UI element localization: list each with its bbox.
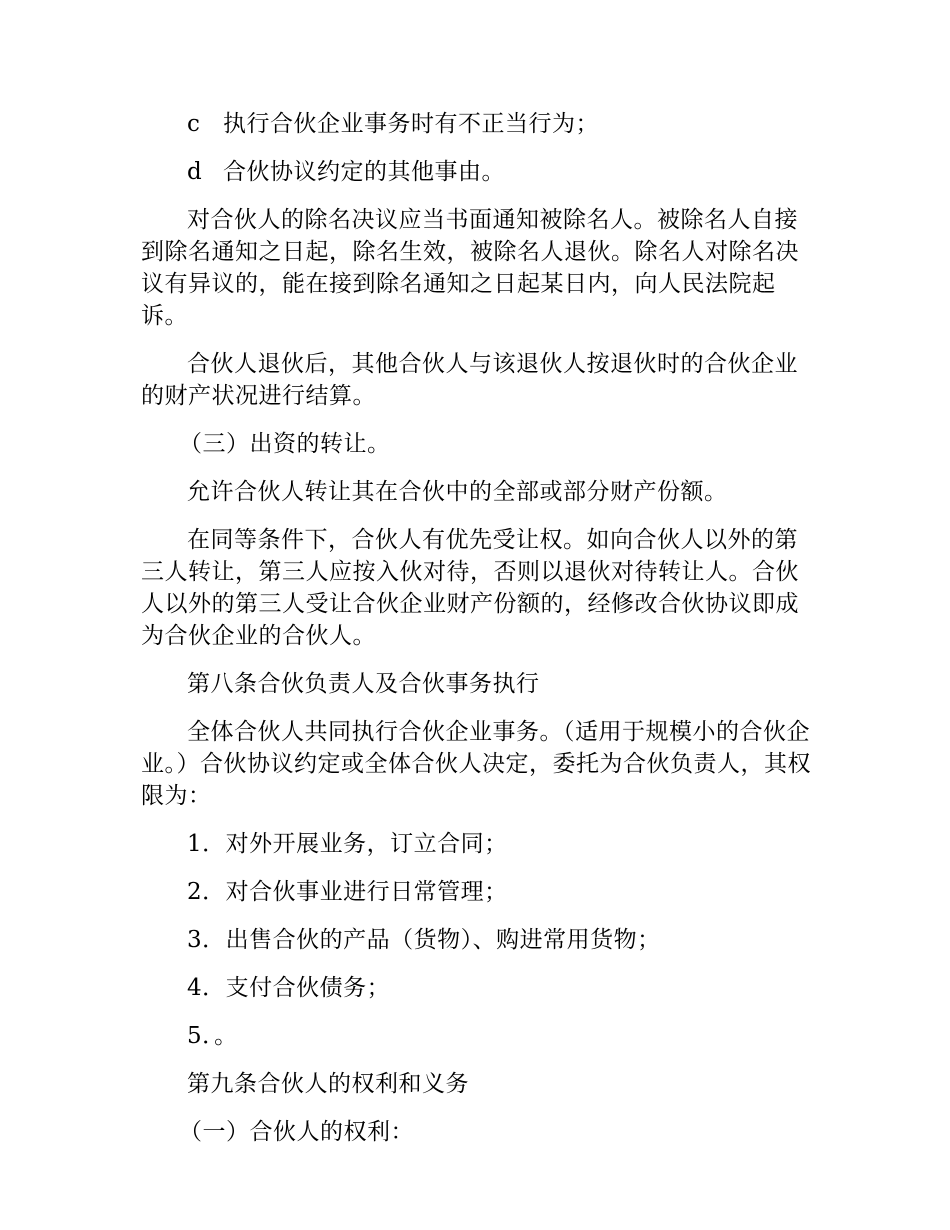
list-marker: 3． <box>187 927 226 953</box>
list-item-4 <box>141 972 812 1004</box>
paragraph-preemption: 在同等条件下，合伙人有优先受让权。如向合伙人以外的第三人转让，第三人应按入伙对待，否则以退伙对待转让人。合伙人以外的第三人受让合伙企业财产份额的，经修改合伙协议即成为合伙企业的合伙人。 <box>141 527 799 649</box>
list-marker: 1． <box>187 831 226 857</box>
list-text: 出售合伙的产品（货物）、购进常用货物； <box>225 927 661 953</box>
list-item-2 <box>141 876 812 908</box>
section-heading-rights: （一）合伙人的权利： <box>179 1119 414 1145</box>
paragraph-transfer-allowed: 允许合伙人转让其在合伙中的全部或部分财产份额。 <box>187 479 728 505</box>
list-marker: 4． <box>187 975 226 1001</box>
list-text: 合伙协议约定的其他事由。 <box>223 159 505 185</box>
list-marker: 5． <box>187 1023 215 1049</box>
list-text: 执行合伙企业事务时有不正当行为； <box>223 111 599 137</box>
paragraph-expulsion-notice: 对合伙人的除名决议应当书面通知被除名人。被除名人自接到除名通知之日起，除名生效，被除名人退伙。除名人对除名决议有异议的，能在接到除名通知之日起某日内，向人民法院起诉。 <box>141 207 799 329</box>
list-item-1 <box>141 828 812 860</box>
article-8-heading: 第八条合伙负责人及合伙事务执行 <box>187 671 540 697</box>
list-text: 对合伙事业进行日常管理； <box>225 879 508 905</box>
list-marker: 2． <box>187 879 226 905</box>
list-marker: c <box>187 111 201 137</box>
list-item-d <box>141 156 812 188</box>
section-heading-transfer: （三）出资的转让。 <box>179 431 391 457</box>
list-text: 对外开展业务，订立合同； <box>225 831 508 857</box>
list-item-5 <box>141 1020 812 1052</box>
list-item-c <box>141 108 812 140</box>
list-marker: d <box>187 159 203 185</box>
paragraph-joint-execution: 全体合伙人共同执行合伙企业事务。（适用于规模小的合伙企业。）合伙协议约定或全体合伙人决定，委托为合伙负责人，其权限为： <box>141 719 811 809</box>
list-item-3 <box>141 924 812 956</box>
list-text: 。 <box>214 1023 238 1049</box>
list-text: 支付合伙债务； <box>225 975 391 1001</box>
paragraph-settlement: 合伙人退伙后，其他合伙人与该退伙人按退伙时的合伙企业的财产状况进行结算。 <box>141 351 798 409</box>
article-9-heading: 第九条合伙人的权利和义务 <box>187 1071 469 1097</box>
